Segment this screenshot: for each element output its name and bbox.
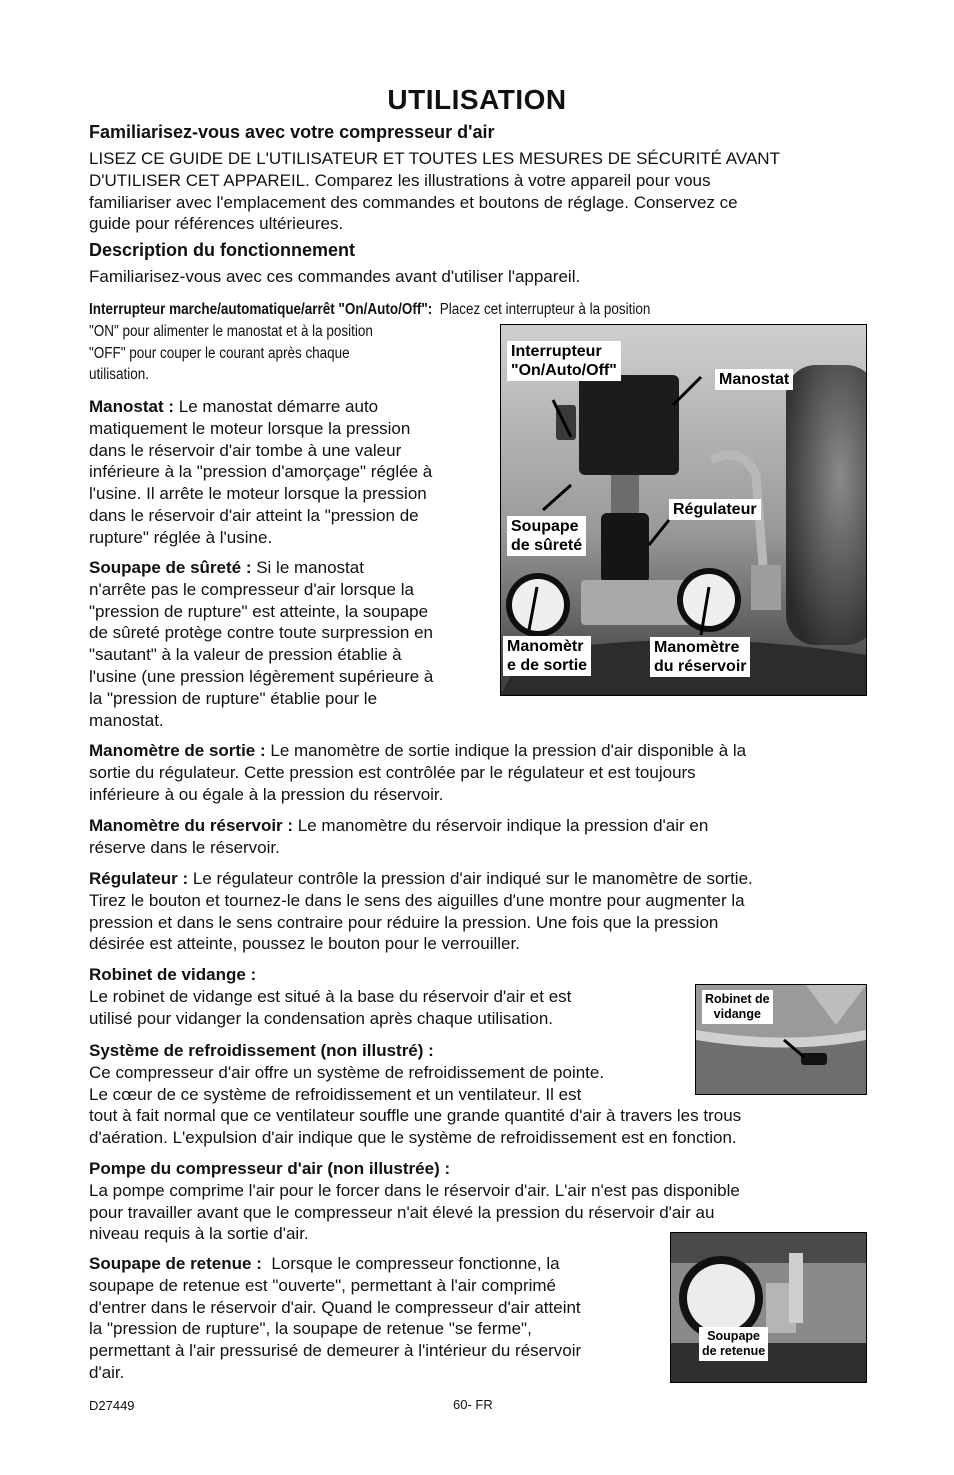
intro-line: familiariser avec l'emplacement des commandes et boutons de réglage. Conservez ce [89, 192, 738, 212]
check-valve-line: soupape de retenue est "ouverte", permettant à l'air comprimé [89, 1275, 557, 1295]
drain-line: Le robinet de vidange est situé à la base du réservoir d'air et est [89, 986, 572, 1006]
switch-line: "OFF" pour couper le courant après chaque [89, 344, 350, 362]
intro-line: LISEZ CE GUIDE DE L'UTILISATEUR ET TOUTES LES MESURES DE SÉCURITÉ AVANT [89, 149, 780, 168]
check-valve-term: Soupape de retenue : [89, 1254, 262, 1273]
check-valve-line: permettant à l'air pressurisé de demeurer à l'intérieur du réservoir [89, 1341, 582, 1361]
regulator-paragraph [89, 868, 753, 955]
pump-line: La pompe comprime l'air pour le forcer dans le réservoir d'air. L'air n'est pas disponible [89, 1180, 740, 1200]
photo-label-safety-valve-line: de sûreté [511, 537, 583, 554]
cooling-heading: Système de refroidissement (non illustré) : [89, 1041, 434, 1060]
pump-line: niveau requis à la sortie d'air. [89, 1224, 309, 1244]
photo-label-manostat: Manostat [715, 369, 793, 390]
drain-photo-label-line: vidange [713, 1007, 761, 1021]
pump-heading: Pompe du compresseur d'air (non illustrée) : [89, 1159, 451, 1178]
check-valve-photo-label-line: Soupape [707, 1329, 760, 1343]
drain-heading: Robinet de vidange : [89, 965, 257, 984]
check-valve-paragraph [89, 1253, 581, 1384]
safety-valve-paragraph [89, 557, 433, 731]
manostat-line: matiquement le moteur lorsque la pression [89, 418, 411, 438]
check-valve-first-rest: Lorsque le compresseur fonctionne, la [271, 1254, 560, 1273]
photo-label-safety-valve-line: Soupape [511, 518, 579, 535]
safety-valve-line: de sûreté protège contre toute surpression en [89, 623, 433, 643]
safety-valve-line: l'usine (une pression légèrement supérieure à [89, 666, 434, 686]
outlet-gauge-line: sortie du régulateur. Cette pression est contrôlée par le régulateur et est toujours [89, 762, 696, 782]
tank-gauge-first-rest: Le manomètre du réservoir indique la pression d'air en [297, 816, 709, 835]
compressor-controls-photo [500, 324, 867, 696]
tank-gauge-paragraph [89, 815, 708, 859]
description-heading: Description du fonctionnement [89, 240, 356, 260]
switch-line: utilisation. [89, 366, 149, 383]
safety-valve-line: "pression de rupture" est atteinte, la soupape [89, 601, 429, 621]
switch-first-rest: Placez cet interrupteur à la position [439, 301, 651, 318]
document-code: D27449 [89, 1398, 135, 1413]
outlet-gauge-paragraph [89, 740, 746, 805]
pump-paragraph [89, 1158, 740, 1245]
photo-label-switch-line: "On/Auto/Off" [511, 362, 617, 379]
outlet-gauge-term: Manomètre de sortie : [89, 741, 266, 760]
check-valve-line: d'air. [89, 1362, 125, 1382]
cooling-line: tout à fait normal que ce ventilateur souffle une grande quantité d'air à travers les trous [89, 1106, 742, 1126]
safety-valve-line: manostat. [89, 710, 164, 730]
pump-line: pour travailler avant que le compresseur n'ait élevé la pression du réservoir d'air au [89, 1202, 715, 1222]
photo-label-safety-valve [507, 516, 586, 556]
cooling-line: Le cœur de ce système de refroidissement et un ventilateur. Il est [89, 1084, 582, 1104]
photo-label-outlet-gauge-line: e de sortie [507, 657, 588, 674]
check-valve-photo-label [699, 1327, 768, 1361]
drain-photo-label-line: Robinet de [705, 992, 770, 1006]
intro-line: guide pour références ultérieures. [89, 214, 344, 234]
manostat-line: dans le réservoir d'air atteint la "pression de [89, 505, 419, 525]
manostat-line: l'usine. Il arrête le moteur lorsque la pression [89, 484, 427, 504]
description-intro: Familiarisez-vous avec ces commandes avant d'utiliser l'appareil. [89, 267, 581, 286]
photo-label-tank-gauge-line: du réservoir [654, 658, 747, 675]
manostat-line: dans le réservoir d'air tombe à une valeur [89, 440, 402, 460]
check-valve-photo [670, 1232, 867, 1383]
intro-line: D'UTILISER CET APPAREIL. Comparez les illustrations à votre appareil pour vous [89, 170, 711, 190]
safety-valve-term: Soupape de sûreté : [89, 558, 252, 577]
manostat-line: inférieure à la "pression d'amorçage" réglée à [89, 462, 433, 482]
photo-label-regulator: Régulateur [669, 499, 761, 520]
drain-line: utilisé pour vidanger la condensation après chaque utilisation. [89, 1008, 554, 1028]
page-title: UTILISATION [387, 84, 567, 115]
manostat-term: Manostat : [89, 397, 174, 416]
manostat-line: rupture" réglée à l'usine. [89, 527, 273, 547]
safety-valve-first-rest: Si le manostat [256, 558, 364, 577]
tank-gauge-line: réserve dans le réservoir. [89, 837, 280, 857]
switch-term: Interrupteur marche/automatique/arrêt "On/Auto/Off": [89, 301, 433, 318]
intro-paragraph [89, 148, 780, 235]
manostat-first-rest: Le manostat démarre auto [178, 397, 379, 416]
regulator-line: Tirez le bouton et tournez-le dans le sens des aiguilles d'une montre pour augmenter la [89, 890, 745, 910]
check-valve-line: la "pression de rupture", la soupape de retenue "se ferme", [89, 1319, 532, 1339]
switch-first-line [89, 299, 650, 321]
photo-label-outlet-gauge [503, 636, 591, 676]
safety-valve-line: "sautant" à la valeur de pression établie à [89, 645, 402, 665]
regulator-line: désirée est atteinte, poussez le bouton pour le verrouiller. [89, 934, 520, 954]
drain-photo-label [702, 990, 773, 1024]
photo-label-switch [507, 341, 621, 381]
switch-line: "ON" pour alimenter le manostat et à la position [89, 323, 373, 340]
cooling-line: Ce compresseur d'air offre un système de refroidissement de pointe. [89, 1062, 605, 1082]
cooling-line: d'aération. L'expulsion d'air indique que le système de refroidissement est en fonction. [89, 1128, 737, 1148]
regulator-first-rest: Le régulateur contrôle la pression d'air indiqué sur le manomètre de sortie. [192, 869, 753, 888]
page-number: 60- FR [453, 1397, 493, 1412]
switch-paragraph [89, 321, 373, 386]
photo-label-switch-line: Interrupteur [511, 343, 602, 360]
manostat-paragraph [89, 396, 432, 549]
regulator-line: pression et dans le sens contraire pour réduire la pression. Une fois que la pression [89, 912, 719, 932]
regulator-term: Régulateur : [89, 869, 189, 888]
photo-label-outlet-gauge-line: Manomètr [507, 638, 584, 655]
outlet-gauge-line: inférieure à ou égale à la pression du réservoir. [89, 784, 444, 804]
check-valve-photo-label-line: de retenue [702, 1344, 766, 1358]
intro-heading: Familiarisez-vous avec votre compresseur d'air [89, 122, 495, 142]
safety-valve-line: n'arrête pas le compresseur d'air lorsque la [89, 579, 414, 599]
check-valve-line: d'entrer dans le réservoir d'air. Quand le compresseur d'air atteint [89, 1297, 581, 1317]
safety-valve-line: la "pression de rupture" établie pour le [89, 688, 378, 708]
photo-label-tank-gauge-line: Manomètre [654, 639, 740, 656]
tank-gauge-term: Manomètre du réservoir : [89, 816, 294, 835]
photo-label-tank-gauge [650, 637, 750, 677]
outlet-gauge-first-rest: Le manomètre de sortie indique la pression d'air disponible à la [270, 741, 747, 760]
cooling-paragraph [89, 1040, 741, 1149]
drain-paragraph [89, 964, 571, 1029]
